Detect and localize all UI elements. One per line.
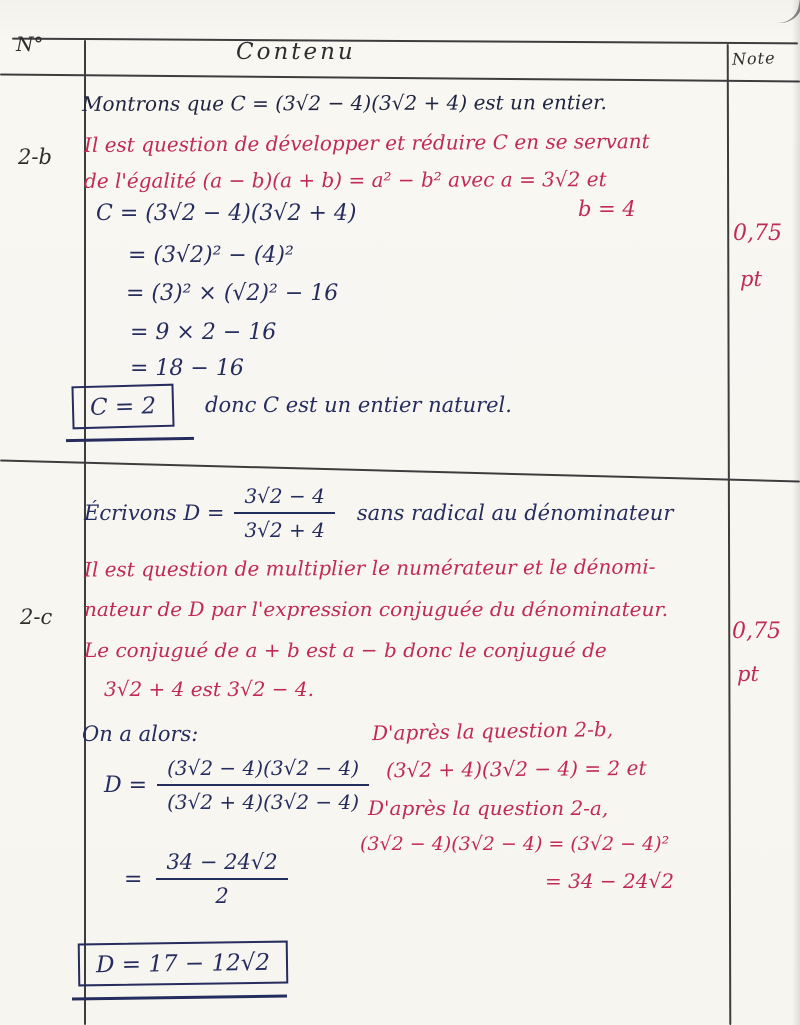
conclusion-2b: donc C est un entier naturel.: [205, 393, 512, 417]
statement-2b: Montrons que C = (3√2 − 4)(3√2 + 4) est un entier.: [81, 90, 607, 116]
result-box-c: C = 2: [71, 384, 174, 430]
statement-2c-prefix: Écrivons D =: [84, 501, 225, 525]
header-no: N°: [16, 32, 44, 56]
comment-2c-line3: Le conjugué de a + b est a − b donc le conjugué de: [84, 638, 607, 662]
fraction-d-expansion: [157, 756, 369, 814]
fraction-numerator: 34 − 24√2: [156, 850, 287, 880]
statement-2c: [84, 474, 673, 552]
calc-2c-eq2-prefix: =: [124, 866, 143, 892]
row-2c-label: 2-c: [20, 605, 53, 629]
header-contenu: Contenu: [236, 39, 356, 65]
comment-2c-line2: nateur de D par l'expression conjuguée du dénominateur.: [84, 597, 669, 621]
header-separator-line: [0, 74, 800, 83]
sidenote-2c-line1: D'après la question 2-b,: [371, 716, 614, 746]
calc-2c-d-prefix: D =: [104, 772, 148, 798]
comment-2b-line2: de l'égalité (a − b)(a + b) = a² − b² avec a = 3√2 et: [83, 167, 607, 193]
row-2c-note-value: 0,75: [732, 619, 781, 644]
fraction-numerator: (3√2 − 4)(3√2 − 4): [157, 756, 369, 786]
fraction-d-definition: [234, 484, 334, 542]
calc-2b-step4: = 9 × 2 − 16: [130, 320, 277, 345]
table-top-border: [12, 38, 798, 45]
note-column-line: [727, 44, 732, 1025]
fraction-denominator: 2: [215, 884, 229, 908]
statement-2c-suffix: sans radical au dénominateur: [356, 501, 674, 525]
row-2b-label: 2-b: [18, 145, 52, 169]
row-2b-note-value: 0,75: [733, 221, 782, 246]
page-edge-shadow: [792, 0, 800, 1025]
calc-2b-step2: = (3√2)² − (4)²: [128, 243, 294, 268]
comment-2b-line1: Il est question de développer et réduire C en se servant: [83, 129, 650, 157]
sidenote-2c-line3: D'après la question 2-a,: [368, 796, 609, 820]
comment-2b-bvalue: b = 4: [578, 197, 636, 221]
calc-2b-step3: = (3)² × (√2)² − 16: [126, 281, 339, 306]
calc-2b-step5: = 18 − 16: [130, 356, 244, 381]
fraction-denominator: 3√2 + 4: [244, 518, 325, 542]
fraction-simplified: [156, 850, 287, 908]
fraction-numerator: 3√2 − 4: [234, 484, 334, 514]
row-2b-note-unit: pt: [740, 267, 762, 291]
header-note: Note: [731, 48, 776, 69]
sidenote-2c-line4: (3√2 − 4)(3√2 − 4) = (3√2 − 4)²: [360, 833, 670, 855]
sidenote-2c-line2: (3√2 + 4)(3√2 − 4) = 2 et: [385, 755, 647, 783]
result-box-d: D = 17 − 12√2: [78, 941, 289, 987]
result-box-d-underline: [72, 994, 287, 1000]
comment-2c-line1: Il est question de multiplier le numérateur et le dénomi-: [83, 554, 656, 582]
calc-2c-simplified-line: [124, 850, 288, 908]
sidenote-2c-line5: = 34 − 24√2: [545, 869, 674, 893]
row-2c-note-unit: pt: [737, 662, 759, 686]
fraction-denominator: (3√2 + 4)(3√2 − 4): [167, 790, 360, 814]
comment-2c-line4: 3√2 + 4 est 3√2 − 4.: [104, 677, 314, 701]
calc-2c-fraction-line: [104, 756, 369, 814]
calc-2b-step1: C = (3√2 − 4)(3√2 + 4): [96, 201, 357, 226]
calc-2c-intro: On a alors:: [82, 722, 199, 746]
